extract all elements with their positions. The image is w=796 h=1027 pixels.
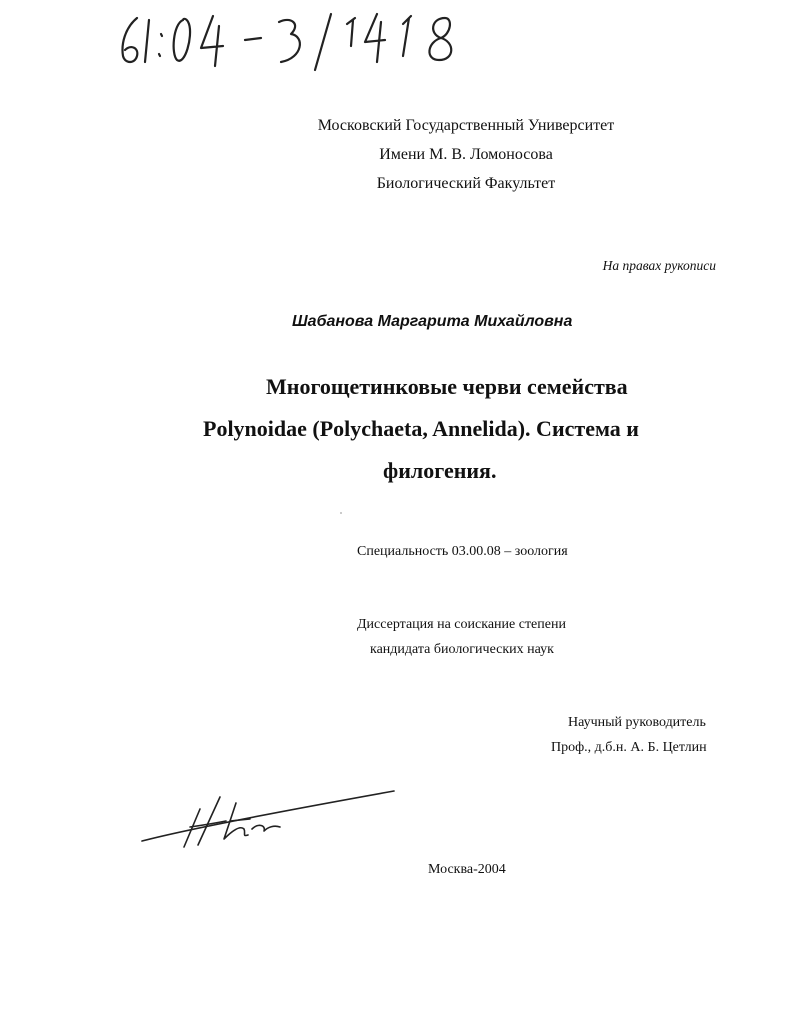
signature [140,775,400,855]
author-name: Шабанова Маргарита Михайловна [292,313,573,330]
city-year: Москва-2004 [428,862,506,877]
dissertation-line-1: Диссертация на соискание степени [357,617,566,632]
university-name: Московский Государственный Университет [317,117,615,134]
supervisor-name: Проф., д.б.н. А. Б. Цетлин [551,740,707,755]
manuscript-rights-note: На правах рукописи [602,258,716,273]
specialty: Специальность 03.00.08 – зоология [357,544,568,559]
university-named-after: Имени М. В. Ломоносова [379,146,553,163]
faculty-name: Биологический Факультет [376,175,556,192]
handwritten-archive-number [115,6,485,76]
supervisor-label: Научный руководитель [568,715,706,730]
dissertation-line-2: кандидата биологических наук [370,642,554,657]
title-line-2: Polynoidae (Polychaeta, Annelida). Система и [203,416,639,441]
title-line-1: Многощетинковые черви семейства [266,374,628,399]
title-line-3: филогения. [383,458,497,483]
scan-speck [340,512,342,514]
